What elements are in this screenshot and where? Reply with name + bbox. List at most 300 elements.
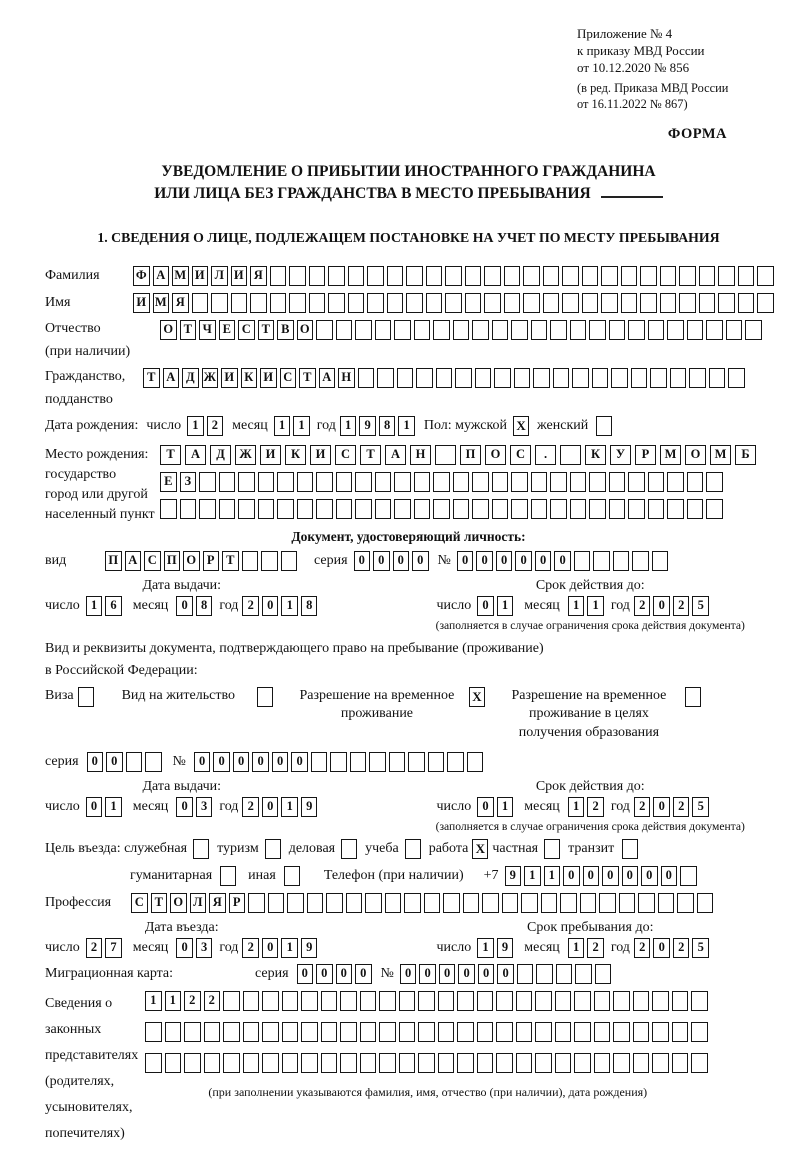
char-cell[interactable] — [628, 320, 645, 340]
char-cell[interactable] — [375, 472, 392, 492]
char-cell[interactable] — [570, 472, 587, 492]
char-cell[interactable] — [589, 320, 606, 340]
char-cell[interactable] — [640, 293, 657, 313]
char-cell[interactable]: С — [131, 893, 148, 913]
char-cell[interactable]: П — [460, 445, 481, 465]
char-cell[interactable]: 0 — [272, 752, 289, 772]
char-cell[interactable] — [718, 293, 735, 313]
char-cell[interactable] — [184, 1022, 201, 1042]
char-cell[interactable] — [691, 1053, 708, 1073]
char-cell[interactable] — [389, 752, 406, 772]
char-cell[interactable]: 8 — [379, 416, 396, 436]
char-cell[interactable] — [307, 893, 324, 913]
char-cell[interactable]: 2 — [242, 938, 259, 958]
char-cell[interactable]: 0 — [477, 797, 494, 817]
visa-checkbox[interactable] — [78, 687, 94, 707]
char-cell[interactable]: 2 — [242, 797, 259, 817]
char-cell[interactable]: 0 — [535, 551, 552, 571]
char-cell[interactable]: 0 — [602, 866, 619, 886]
transit-checkbox[interactable] — [622, 839, 638, 859]
char-cell[interactable] — [589, 499, 606, 519]
char-cell[interactable]: С — [238, 320, 255, 340]
char-cell[interactable]: 0 — [354, 551, 371, 571]
char-cell[interactable] — [648, 499, 665, 519]
char-cell[interactable] — [367, 293, 384, 313]
char-cell[interactable]: 2 — [204, 991, 221, 1011]
char-cell[interactable] — [277, 499, 294, 519]
char-cell[interactable] — [406, 266, 423, 286]
char-cell[interactable] — [652, 551, 669, 571]
char-cell[interactable]: О — [160, 320, 177, 340]
char-cell[interactable] — [580, 893, 597, 913]
char-cell[interactable] — [570, 320, 587, 340]
char-cell[interactable] — [268, 893, 285, 913]
char-cell[interactable] — [457, 1022, 474, 1042]
char-cell[interactable] — [184, 1053, 201, 1073]
char-cell[interactable]: Ж — [202, 368, 219, 388]
char-cell[interactable] — [250, 293, 267, 313]
char-cell[interactable] — [242, 551, 259, 571]
char-cell[interactable] — [282, 1053, 299, 1073]
char-cell[interactable] — [613, 991, 630, 1011]
char-cell[interactable]: А — [153, 266, 170, 286]
char-cell[interactable] — [555, 1022, 572, 1042]
char-cell[interactable] — [553, 368, 570, 388]
char-cell[interactable]: 1 — [165, 991, 182, 1011]
char-cell[interactable]: И — [260, 445, 281, 465]
char-cell[interactable] — [369, 752, 386, 772]
char-cell[interactable] — [231, 293, 248, 313]
char-cell[interactable]: 5 — [692, 596, 709, 616]
char-cell[interactable]: 1 — [281, 797, 298, 817]
char-cell[interactable] — [404, 893, 421, 913]
char-cell[interactable]: 0 — [653, 797, 670, 817]
char-cell[interactable]: . — [535, 445, 556, 465]
char-cell[interactable] — [365, 893, 382, 913]
char-cell[interactable] — [633, 991, 650, 1011]
char-cell[interactable]: 0 — [316, 964, 333, 984]
char-cell[interactable]: 1 — [587, 596, 604, 616]
study-checkbox[interactable] — [405, 839, 421, 859]
char-cell[interactable] — [428, 752, 445, 772]
char-cell[interactable] — [330, 752, 347, 772]
char-cell[interactable] — [672, 1053, 689, 1073]
char-cell[interactable] — [165, 1053, 182, 1073]
char-cell[interactable] — [243, 991, 260, 1011]
char-cell[interactable]: 0 — [563, 866, 580, 886]
char-cell[interactable] — [326, 893, 343, 913]
char-cell[interactable] — [219, 472, 236, 492]
char-cell[interactable] — [541, 893, 558, 913]
char-cell[interactable] — [516, 1022, 533, 1042]
char-cell[interactable] — [399, 991, 416, 1011]
char-cell[interactable] — [447, 752, 464, 772]
char-cell[interactable]: К — [241, 368, 258, 388]
char-cell[interactable]: 1 — [281, 938, 298, 958]
char-cell[interactable]: 1 — [187, 416, 204, 436]
char-cell[interactable] — [465, 266, 482, 286]
sex-female-checkbox[interactable] — [596, 416, 612, 436]
char-cell[interactable] — [517, 964, 534, 984]
char-cell[interactable] — [301, 991, 318, 1011]
char-cell[interactable] — [199, 499, 216, 519]
char-cell[interactable] — [316, 472, 333, 492]
char-cell[interactable] — [457, 1053, 474, 1073]
char-cell[interactable] — [574, 551, 591, 571]
char-cell[interactable] — [511, 472, 528, 492]
char-cell[interactable]: 0 — [641, 866, 658, 886]
char-cell[interactable]: 0 — [393, 551, 410, 571]
char-cell[interactable] — [426, 293, 443, 313]
char-cell[interactable]: А — [319, 368, 336, 388]
char-cell[interactable]: 2 — [587, 938, 604, 958]
char-cell[interactable] — [385, 893, 402, 913]
char-cell[interactable] — [355, 499, 372, 519]
char-cell[interactable]: 0 — [194, 752, 211, 772]
char-cell[interactable] — [672, 1022, 689, 1042]
char-cell[interactable] — [652, 1053, 669, 1073]
char-cell[interactable]: К — [285, 445, 306, 465]
char-cell[interactable]: 0 — [496, 551, 513, 571]
char-cell[interactable] — [667, 320, 684, 340]
char-cell[interactable] — [621, 293, 638, 313]
char-cell[interactable] — [687, 320, 704, 340]
char-cell[interactable]: 9 — [505, 866, 522, 886]
char-cell[interactable] — [697, 893, 714, 913]
char-cell[interactable]: 0 — [176, 938, 193, 958]
char-cell[interactable] — [472, 499, 489, 519]
char-cell[interactable] — [628, 472, 645, 492]
char-cell[interactable] — [379, 991, 396, 1011]
char-cell[interactable]: 0 — [622, 866, 639, 886]
char-cell[interactable]: М — [172, 266, 189, 286]
char-cell[interactable] — [484, 293, 501, 313]
char-cell[interactable] — [321, 1022, 338, 1042]
char-cell[interactable]: В — [277, 320, 294, 340]
char-cell[interactable] — [757, 293, 774, 313]
char-cell[interactable]: 3 — [196, 797, 213, 817]
char-cell[interactable]: С — [510, 445, 531, 465]
char-cell[interactable] — [465, 293, 482, 313]
char-cell[interactable] — [613, 1053, 630, 1073]
char-cell[interactable] — [660, 266, 677, 286]
char-cell[interactable]: 0 — [233, 752, 250, 772]
char-cell[interactable]: О — [297, 320, 314, 340]
char-cell[interactable] — [270, 266, 287, 286]
char-cell[interactable] — [574, 991, 591, 1011]
char-cell[interactable] — [599, 893, 616, 913]
char-cell[interactable] — [126, 752, 143, 772]
char-cell[interactable] — [436, 368, 453, 388]
char-cell[interactable]: Я — [250, 266, 267, 286]
char-cell[interactable] — [492, 499, 509, 519]
char-cell[interactable] — [613, 1022, 630, 1042]
char-cell[interactable] — [443, 893, 460, 913]
char-cell[interactable]: С — [280, 368, 297, 388]
char-cell[interactable]: 3 — [196, 938, 213, 958]
char-cell[interactable] — [433, 320, 450, 340]
char-cell[interactable] — [632, 551, 649, 571]
char-cell[interactable]: 7 — [105, 938, 122, 958]
char-cell[interactable]: 1 — [477, 938, 494, 958]
char-cell[interactable] — [726, 320, 743, 340]
char-cell[interactable] — [477, 1053, 494, 1073]
char-cell[interactable] — [355, 472, 372, 492]
char-cell[interactable]: И — [192, 266, 209, 286]
char-cell[interactable] — [336, 472, 353, 492]
char-cell[interactable]: 1 — [544, 866, 561, 886]
char-cell[interactable] — [199, 472, 216, 492]
char-cell[interactable] — [399, 1022, 416, 1042]
char-cell[interactable]: 1 — [497, 797, 514, 817]
char-cell[interactable] — [706, 499, 723, 519]
char-cell[interactable] — [496, 1022, 513, 1042]
char-cell[interactable] — [282, 1022, 299, 1042]
char-cell[interactable]: С — [144, 551, 161, 571]
char-cell[interactable] — [648, 472, 665, 492]
char-cell[interactable] — [328, 266, 345, 286]
char-cell[interactable] — [504, 293, 521, 313]
char-cell[interactable] — [248, 893, 265, 913]
char-cell[interactable] — [667, 499, 684, 519]
char-cell[interactable] — [570, 499, 587, 519]
char-cell[interactable] — [680, 866, 697, 886]
char-cell[interactable] — [492, 472, 509, 492]
char-cell[interactable] — [438, 991, 455, 1011]
char-cell[interactable] — [531, 499, 548, 519]
char-cell[interactable] — [453, 472, 470, 492]
char-cell[interactable] — [467, 752, 484, 772]
char-cell[interactable] — [262, 991, 279, 1011]
char-cell[interactable]: П — [105, 551, 122, 571]
char-cell[interactable]: 1 — [105, 797, 122, 817]
char-cell[interactable] — [477, 991, 494, 1011]
char-cell[interactable] — [667, 472, 684, 492]
char-cell[interactable]: А — [385, 445, 406, 465]
char-cell[interactable] — [535, 1022, 552, 1042]
char-cell[interactable] — [572, 368, 589, 388]
char-cell[interactable] — [408, 752, 425, 772]
char-cell[interactable]: 0 — [262, 797, 279, 817]
char-cell[interactable] — [511, 320, 528, 340]
char-cell[interactable] — [350, 752, 367, 772]
char-cell[interactable] — [355, 320, 372, 340]
char-cell[interactable] — [433, 472, 450, 492]
char-cell[interactable] — [533, 368, 550, 388]
char-cell[interactable] — [484, 266, 501, 286]
char-cell[interactable] — [433, 499, 450, 519]
work-checkbox[interactable]: X — [472, 839, 488, 859]
char-cell[interactable] — [180, 499, 197, 519]
private-checkbox[interactable] — [544, 839, 560, 859]
char-cell[interactable]: 2 — [673, 938, 690, 958]
char-cell[interactable] — [414, 499, 431, 519]
char-cell[interactable] — [438, 1053, 455, 1073]
sex-male-checkbox[interactable]: X — [513, 416, 529, 436]
char-cell[interactable] — [418, 1022, 435, 1042]
char-cell[interactable] — [336, 320, 353, 340]
char-cell[interactable]: 0 — [252, 752, 269, 772]
char-cell[interactable] — [360, 1022, 377, 1042]
char-cell[interactable] — [511, 499, 528, 519]
char-cell[interactable]: Т — [151, 893, 168, 913]
char-cell[interactable] — [706, 320, 723, 340]
char-cell[interactable] — [619, 893, 636, 913]
char-cell[interactable] — [574, 1053, 591, 1073]
char-cell[interactable] — [457, 991, 474, 1011]
char-cell[interactable] — [445, 293, 462, 313]
char-cell[interactable] — [640, 266, 657, 286]
char-cell[interactable]: А — [163, 368, 180, 388]
char-cell[interactable]: А — [185, 445, 206, 465]
char-cell[interactable] — [316, 320, 333, 340]
char-cell[interactable]: О — [183, 551, 200, 571]
char-cell[interactable] — [555, 991, 572, 1011]
char-cell[interactable]: Д — [182, 368, 199, 388]
char-cell[interactable]: 2 — [634, 596, 651, 616]
char-cell[interactable] — [397, 368, 414, 388]
char-cell[interactable] — [628, 499, 645, 519]
char-cell[interactable]: 0 — [291, 752, 308, 772]
char-cell[interactable]: Д — [210, 445, 231, 465]
char-cell[interactable]: 0 — [86, 797, 103, 817]
char-cell[interactable]: 0 — [412, 551, 429, 571]
official-checkbox[interactable] — [193, 839, 209, 859]
char-cell[interactable]: Я — [209, 893, 226, 913]
char-cell[interactable] — [472, 320, 489, 340]
tourism-checkbox[interactable] — [265, 839, 281, 859]
char-cell[interactable] — [438, 1022, 455, 1042]
char-cell[interactable] — [262, 1053, 279, 1073]
char-cell[interactable]: М — [153, 293, 170, 313]
char-cell[interactable]: Л — [211, 266, 228, 286]
char-cell[interactable] — [192, 293, 209, 313]
char-cell[interactable]: Т — [299, 368, 316, 388]
char-cell[interactable]: 2 — [634, 938, 651, 958]
char-cell[interactable] — [387, 266, 404, 286]
char-cell[interactable]: 1 — [145, 991, 162, 1011]
char-cell[interactable] — [687, 499, 704, 519]
char-cell[interactable] — [633, 1053, 650, 1073]
char-cell[interactable] — [472, 472, 489, 492]
char-cell[interactable] — [379, 1053, 396, 1073]
char-cell[interactable] — [258, 472, 275, 492]
char-cell[interactable] — [523, 266, 540, 286]
char-cell[interactable]: 0 — [106, 752, 123, 772]
char-cell[interactable]: 0 — [355, 964, 372, 984]
char-cell[interactable] — [672, 991, 689, 1011]
char-cell[interactable]: Ч — [199, 320, 216, 340]
char-cell[interactable]: 1 — [398, 416, 415, 436]
char-cell[interactable] — [504, 266, 521, 286]
char-cell[interactable]: 0 — [653, 596, 670, 616]
char-cell[interactable] — [321, 991, 338, 1011]
char-cell[interactable]: 0 — [419, 964, 436, 984]
char-cell[interactable] — [594, 1053, 611, 1073]
char-cell[interactable] — [348, 266, 365, 286]
char-cell[interactable]: 2 — [634, 797, 651, 817]
char-cell[interactable]: 1 — [568, 938, 585, 958]
char-cell[interactable] — [562, 293, 579, 313]
char-cell[interactable] — [435, 445, 456, 465]
char-cell[interactable] — [670, 368, 687, 388]
char-cell[interactable]: И — [133, 293, 150, 313]
char-cell[interactable]: 0 — [478, 964, 495, 984]
char-cell[interactable] — [650, 368, 667, 388]
char-cell[interactable]: Ф — [133, 266, 150, 286]
char-cell[interactable] — [575, 964, 592, 984]
char-cell[interactable]: 0 — [336, 964, 353, 984]
char-cell[interactable] — [560, 445, 581, 465]
char-cell[interactable] — [463, 893, 480, 913]
char-cell[interactable]: Р — [229, 893, 246, 913]
char-cell[interactable] — [679, 266, 696, 286]
char-cell[interactable] — [261, 551, 278, 571]
char-cell[interactable]: 2 — [184, 991, 201, 1011]
char-cell[interactable]: 0 — [497, 964, 514, 984]
char-cell[interactable] — [360, 991, 377, 1011]
char-cell[interactable] — [677, 893, 694, 913]
char-cell[interactable] — [277, 472, 294, 492]
char-cell[interactable] — [550, 472, 567, 492]
humanitarian-checkbox[interactable] — [220, 866, 236, 886]
char-cell[interactable] — [289, 293, 306, 313]
char-cell[interactable] — [687, 472, 704, 492]
char-cell[interactable] — [145, 1022, 162, 1042]
char-cell[interactable]: 0 — [373, 551, 390, 571]
char-cell[interactable] — [414, 320, 431, 340]
char-cell[interactable] — [621, 266, 638, 286]
char-cell[interactable]: 0 — [477, 596, 494, 616]
char-cell[interactable]: 0 — [176, 797, 193, 817]
char-cell[interactable]: 2 — [207, 416, 224, 436]
char-cell[interactable] — [160, 499, 177, 519]
char-cell[interactable] — [367, 266, 384, 286]
char-cell[interactable] — [219, 499, 236, 519]
char-cell[interactable] — [556, 964, 573, 984]
char-cell[interactable] — [328, 293, 345, 313]
char-cell[interactable] — [358, 368, 375, 388]
char-cell[interactable]: Н — [338, 368, 355, 388]
char-cell[interactable]: 2 — [242, 596, 259, 616]
char-cell[interactable]: Т — [180, 320, 197, 340]
char-cell[interactable] — [223, 991, 240, 1011]
char-cell[interactable]: Р — [203, 551, 220, 571]
char-cell[interactable] — [311, 752, 328, 772]
char-cell[interactable] — [550, 320, 567, 340]
char-cell[interactable] — [582, 266, 599, 286]
business-checkbox[interactable] — [341, 839, 357, 859]
char-cell[interactable] — [594, 1022, 611, 1042]
char-cell[interactable] — [516, 1053, 533, 1073]
char-cell[interactable]: 1 — [568, 797, 585, 817]
char-cell[interactable] — [238, 499, 255, 519]
char-cell[interactable]: 0 — [213, 752, 230, 772]
char-cell[interactable] — [258, 499, 275, 519]
char-cell[interactable] — [482, 893, 499, 913]
char-cell[interactable] — [535, 1053, 552, 1073]
char-cell[interactable] — [340, 991, 357, 1011]
char-cell[interactable] — [281, 551, 298, 571]
char-cell[interactable] — [648, 320, 665, 340]
char-cell[interactable] — [709, 368, 726, 388]
char-cell[interactable] — [521, 893, 538, 913]
char-cell[interactable]: 0 — [262, 596, 279, 616]
char-cell[interactable] — [494, 368, 511, 388]
char-cell[interactable]: 1 — [293, 416, 310, 436]
char-cell[interactable] — [262, 1022, 279, 1042]
char-cell[interactable] — [453, 320, 470, 340]
